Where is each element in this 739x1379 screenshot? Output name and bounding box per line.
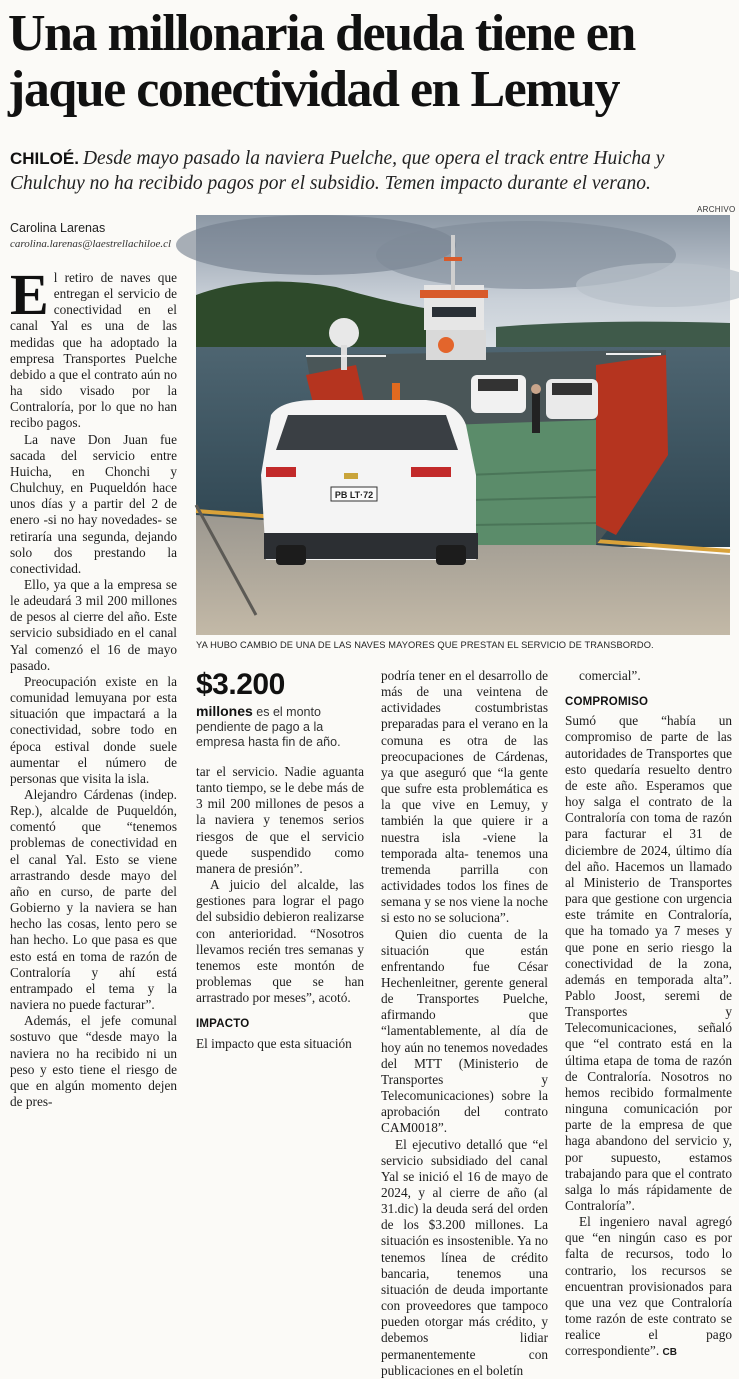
paragraph: El impacto que esta situación	[196, 1035, 352, 1051]
paragraph: El ingeniero naval agregó que “en ningún caso es por falta de recursos, todo lo contrario, los recursos se encuentran provisionados para que una vez que Contraloría tome razón de este contrato se realice el pago correspondiente”. CB	[565, 1214, 732, 1359]
author-email: carolina.larenas@laestrellachiloe.cl	[10, 238, 172, 250]
column-3	[381, 668, 548, 1379]
factbox-unit: millones	[196, 703, 253, 719]
paragraph: comercial”.	[579, 668, 641, 683]
factbox-amount: $3.200	[196, 668, 285, 701]
headline: Una millonaria deuda tiene en jaque conectividad en Lemuy	[8, 5, 635, 118]
drop-cap: E	[10, 262, 49, 327]
column-2	[196, 764, 364, 1052]
paragraph: tar el servicio. Nadie aguanta tanto tiempo, se le debe más de 3 mil 200 millones de pesos a la naviera y tenemos serios riesgos de que el servicio quede suspendido como manera de presión”.	[196, 764, 364, 876]
photo-credit: ARCHIVO	[697, 205, 736, 214]
column-1	[10, 262, 177, 1110]
paragraph: Ello, ya que a la empresa se le adeudará 3 mil 200 millones de pesos al cierre del año. Este servicio subsidiado en el canal Yal comenzó el 16 de mayo pasado.	[10, 576, 177, 673]
author-name: Carolina Larenas	[10, 221, 106, 235]
ferry-illustration	[196, 215, 730, 635]
subhead-compromiso: COMPROMISO	[565, 696, 649, 709]
lede-kicker: CHILOÉ.	[10, 149, 79, 168]
paragraph: Quien dio cuenta de la situación que están enfrentando fue César Hechenleitner, gerente general de Transportes Puelche, afirmando que “lamentablemente, al día de hoy aún no tenemos novedades del MTT (Ministerio de Transportes y Telecomunicaciones) sobre la aprobación del contrato CAM0018”.	[381, 926, 548, 1136]
paragraph: El retiro de naves que entregan el servicio de conectividad en el canal Yal es una de las medidas que ha adoptado la empresa Transportes Puelche debido a que el contrato aún no ha sido visado por la Contraloría, por lo que no han recibo pagos.	[10, 262, 177, 431]
ferry-photo	[196, 215, 730, 635]
paragraph: podría tener en el desarrollo de más de una veintena de actividades costumbristas preparadas para el verano en la comuna es otra de las preocupaciones de Cárdenas, ya que aseguró que “la gente que sufre esta problemática es la que vive en Lemuy, y también la que quiere ir a nuestra isla -viene la temporada alta- tenemos una tremenda parrilla con actividades todos los fines de semana y se nos viene la noche si esto no se soluciona”.	[381, 668, 548, 926]
column-4	[565, 668, 732, 1362]
lede-text: Desde mayo pasado la naviera Puelche, que opera el track entre Huicha y Chulchuy no ha recibido pagos por el subsidio. Temen impacto durante el verano.	[10, 148, 665, 194]
byline	[10, 220, 190, 252]
factbox	[196, 668, 372, 750]
paragraph: A juicio del alcalde, las gestiones para lograr el pago del subsidio debieron realizarse con anterioridad. “Nosotros llevamos recién tres semanas y tenemos este montón de problemas que se han arrastrado por meses”, acotó.	[196, 877, 364, 1006]
paragraph: La nave Don Juan fue sacada del servicio entre Huicha, en Chonchi y Chulchuy, en Puqueldón hace unos días y a partir del 2 de enero -si no hay novedades- se retiraría una segunda, dejando solo dos prestando la conectividad.	[10, 431, 177, 576]
paragraph: Alejandro Cárdenas (indep. Rep.), alcalde de Puqueldón, comentó que “tenemos problemas de conectividad en el canal Yal. Esto se viene arrastrando desde mayo del año en curso, de parte del Gobierno y la naviera se han hecho las cosas, lento pero se han hecho. Lo que pasa es que esto está en toma de razón de Contraloría y ahí está entrampado el tema y la naviera no puede facturar”.	[10, 787, 177, 1013]
license-plate: PB LT·72	[334, 490, 374, 500]
factbox-text: millones es el monto pendiente de pago a la empresa hasta fin de año.	[196, 703, 341, 749]
end-mark: CB	[662, 1347, 677, 1359]
paragraph: Sumó que “había un compromiso de parte de las autoridades de Transportes que esto quedaría resuelto dentro de este año. Esperamos que hoy salga el contrato de la Contraloría con toma de razón para facturar el 31 de diciembre de 2024, último día del año. Hacemos un llamado al Ministerio de Transportes para que gestione con urgencia este trámite en Contraloría, que ha tomado ya 7 meses y que pone en serio riesgo la conectividad de la zona, además en temporada alta”. Pablo Joost, seremi de Transportes y Telecomunicaciones, señaló que “el contrato está en la última etapa de toma de razón de Contraloría. Nosotros no hemos recibido formalmente ninguna comunicación por parte de la empresa de que haga abandono del servicio y, por supuesto, estamos trabajando para que el contrato salga lo más rápidamente de Contraloría”.	[565, 713, 732, 1213]
photo-caption: YA HUBO CAMBIO DE UNA DE LAS NAVES MAYORES QUE PRESTAN EL SERVICIO DE TRANSBORDO.	[196, 640, 654, 650]
paragraph: Preocupación existe en la comunidad lemuyana por esta situación que impactará a la conectividad, sobre todo en época estival donde suele aumentar el número de personas que visita la isla.	[10, 673, 177, 786]
paragraph: Además, el jefe comunal sostuvo que “desde mayo la naviera no ha recibido ni un peso y esto tiene el riesgo de que en algún momento dejen de pres-	[10, 1013, 177, 1109]
lede	[10, 146, 732, 196]
paragraph: El ejecutivo detalló que “el servicio subsidiado del canal Yal se inició el 16 de mayo de 2024, y al cierre de año (al 31.dic) la deuda será del orden de los $3.200 millones. La situación es insostenible. Ya no tenemos línea de crédito bancaria, tenemos una situación de deuda importante con proveedores que tampoco pueden otorgar más crédito, y debemos lidiar permanentemente con publicaciones en el boletín	[381, 1136, 548, 1378]
subhead-impacto: IMPACTO	[196, 1018, 250, 1031]
